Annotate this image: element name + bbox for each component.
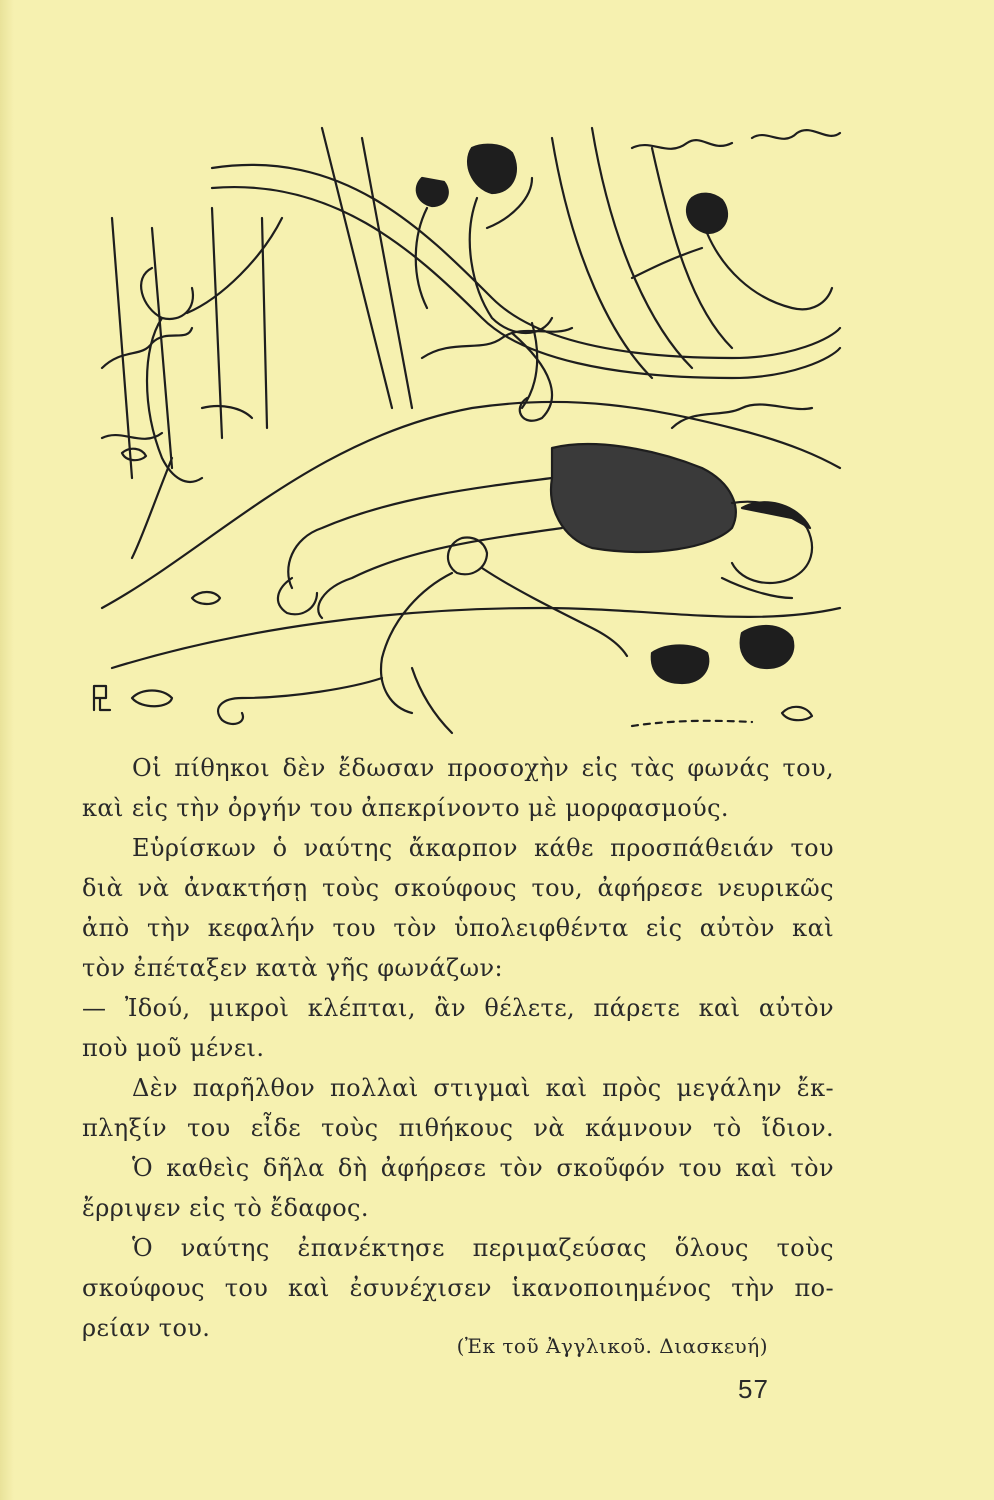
monkeys-and-sleeping-sailor-illustration [92,108,844,748]
text-line: Εὑρίσκων ὁ ναύτης ἄκαρπον κάθε προσπάθειάν του [132,834,834,862]
text-line: Ὁ καθεὶς δῆλα δὴ ἀφήρεσε τὸν σκοῦφόν του καὶ τὸν [132,1154,834,1182]
text-line: Οἱ πίθηκοι δὲν ἔδωσαν προσοχὴν εἰς τὰς φωνάς του, [132,754,834,782]
paragraph-2 [82,828,834,988]
paragraph-3 [82,988,834,1068]
text-line: σκούφους του καὶ ἐσυνέχισεν ἱκανοποιημένος τὴν πο- [82,1274,834,1302]
text-line: — Ἰδού, μικροὶ κλέπται, ἂν θέλετε, πάρετε καὶ αὐτὸν [82,994,834,1022]
text-line: τὸν ἐπέταξεν κατὰ γῆς φωνάζων: [82,954,503,982]
text-line: διὰ νὰ ἀνακτήσῃ τοὺς σκούφους του, ἀφήρεσε νευρικῶς [82,874,834,902]
paragraph-1 [82,748,834,828]
text-line: Ὁ ναύτης ἐπανέκτησε περιμαζεύσας ὅλους τοὺς [132,1234,834,1262]
page-edge [0,0,14,1500]
story-text [82,748,834,1348]
text-line: ἀπὸ τὴν κεφαλήν του τὸν ὑπολειφθέντα εἰς αὐτὸν καὶ [82,914,834,942]
source-attribution: (Ἐκ τοῦ Ἀγγλικοῦ. Διασκευή) [456,1334,768,1358]
paragraph-5 [82,1228,834,1348]
text-line: πληξίν του εἶδε τοὺς πιθήκους νὰ κάμνουν τὸ ἴδιον. [82,1114,834,1142]
text-line: ἔρριψεν εἰς τὸ ἔδαφος. [82,1194,369,1222]
text-line: ρείαν του. [82,1314,211,1342]
story-illustration [92,108,844,748]
text-line: Δὲν παρῆλθον πολλαὶ στιγμαὶ καὶ πρὸς μεγάλην ἔκ- [132,1074,834,1102]
text-line: ποὺ μοῦ μένει. [82,1034,265,1062]
page-number: 57 [738,1374,769,1404]
text-line: καὶ εἰς τὴν ὀργήν του ἀπεκρίνοντο μὲ μορφασμούς. [82,794,729,822]
paragraph-4 [82,1068,834,1228]
